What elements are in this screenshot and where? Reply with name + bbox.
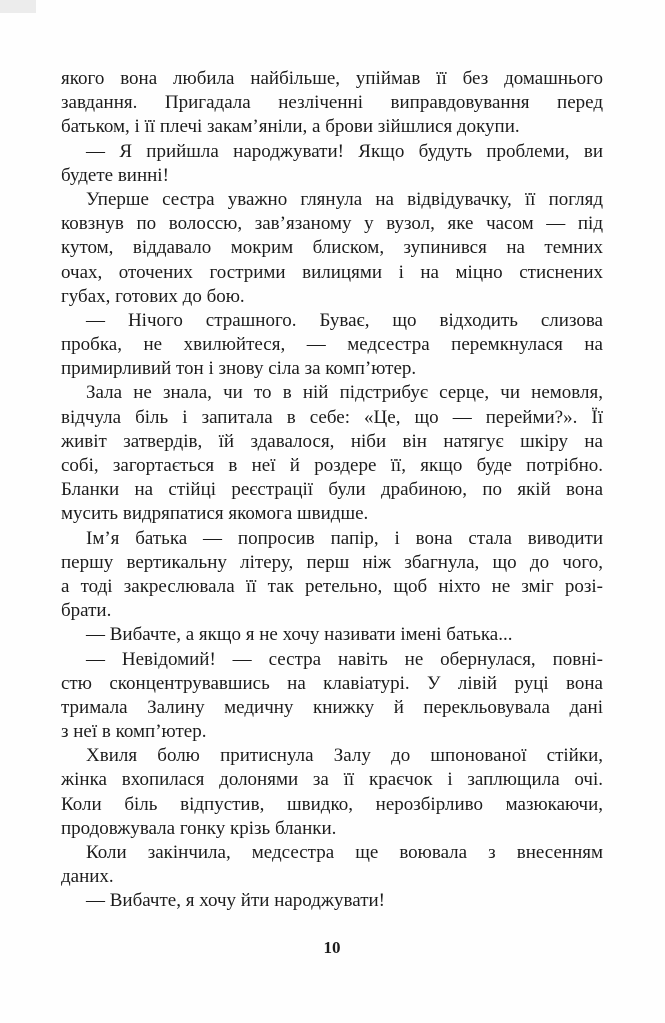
text-line: Уперше сестра уважно глянула на відвідувачку, її погляд — [86, 188, 603, 210]
text-block — [61, 67, 603, 914]
text-line: даних. — [61, 866, 114, 888]
text-line: — Я прийшла народжувати! Якщо будуть проблеми, ви — [86, 140, 603, 162]
text-line: — Вибачте, я хочу йти народжувати! — [86, 890, 385, 912]
text-line: собі, загортається в неї й роздере її, якщо буде потрібно. — [61, 455, 603, 476]
text-line: ковзнув по волоссю, зав’язаному у вузол, яке часом — під — [61, 213, 603, 235]
text-line: живіт затвердів, їй здавалося, ніби він натягує шкіру на — [61, 430, 603, 452]
paragraph — [61, 744, 603, 841]
text-line: мусить видряпатися якомога швидше. — [61, 503, 369, 525]
text-line: губах, готових до бою. — [61, 285, 245, 307]
text-line: а тоді закреслювала її так ретельно, щоб ніхто не зміг розі- — [61, 575, 603, 597]
text-line: з неї в комп’ютер. — [61, 721, 207, 743]
text-line: першу вертикальну літеру, перш ніж збагнула, що до чого, — [61, 551, 603, 573]
paragraph — [61, 527, 603, 624]
paragraph — [61, 381, 603, 526]
text-line: Коли закінчила, медсестра ще воювала з внесенням — [86, 842, 603, 863]
text-line: Бланки на стійці реєстрації були драбиною, по якій вона — [61, 479, 603, 501]
text-line: брати. — [61, 600, 112, 622]
text-line: тримала Залину медичну книжку й перекльовувала дані — [61, 696, 603, 718]
paragraph — [61, 309, 603, 382]
text-line: будете винні! — [61, 164, 169, 186]
text-line: стю сконцентрувавшись на клавіатурі. У лівій руці вона — [61, 672, 603, 694]
text-line: — Вибачте, а якщо я не хочу називати імені батька... — [86, 624, 513, 646]
text-line: примирливий тон і знову сіла за комп’ютер. — [61, 358, 417, 380]
text-line: Ім’я батька — попросив папір, і вона стала виводити — [86, 527, 603, 549]
text-line: батьком, і її плечі закам’яніли, а брови зійшлися докупи. — [61, 116, 520, 138]
text-line: якого вона любила найбільше, упіймав її без домашнього — [61, 68, 603, 89]
paragraph — [61, 188, 603, 309]
text-line: кутом, віддавало мокрим блиском, зупинився на темних — [61, 237, 603, 259]
text-line: жінка вхопилася долонями за її краєчок і заплющила очі. — [61, 769, 603, 791]
text-line: пробка, не хвилюйтеся, — медсестра перемкнулася на — [61, 334, 603, 356]
text-line: — Нічого страшного. Буває, що відходить слизова — [86, 309, 603, 331]
text-line: Зала не знала, чи то в ній підстрибує серце, чи немовля, — [86, 382, 603, 404]
text-line: відчула біль і запитала в себе: «Це, що — перейми?». Її — [61, 406, 603, 428]
page-number: 10 — [323, 938, 341, 957]
paragraph — [61, 140, 603, 188]
scan-edge-artifact — [0, 0, 36, 13]
paragraph — [61, 889, 603, 913]
text-line: продовжувала гонку крізь бланки. — [61, 817, 337, 839]
text-line: Хвиля болю притиснула Залу до шпонованої стійки, — [86, 745, 603, 767]
text-line: завдання. Пригадала незліченні виправдовування перед — [61, 92, 603, 114]
text-line: очах, оточених гострими вилицями і на міцно стиснених — [61, 261, 603, 283]
paragraph — [61, 648, 603, 745]
text-line: — Невідомий! — сестра навіть не обернулася, повні- — [86, 648, 603, 670]
text-line: Коли біль відпустив, швидко, нерозбірливо мазюкаючи, — [61, 793, 603, 815]
paragraph — [61, 67, 603, 140]
paragraph — [61, 841, 603, 889]
paragraph — [61, 623, 603, 647]
